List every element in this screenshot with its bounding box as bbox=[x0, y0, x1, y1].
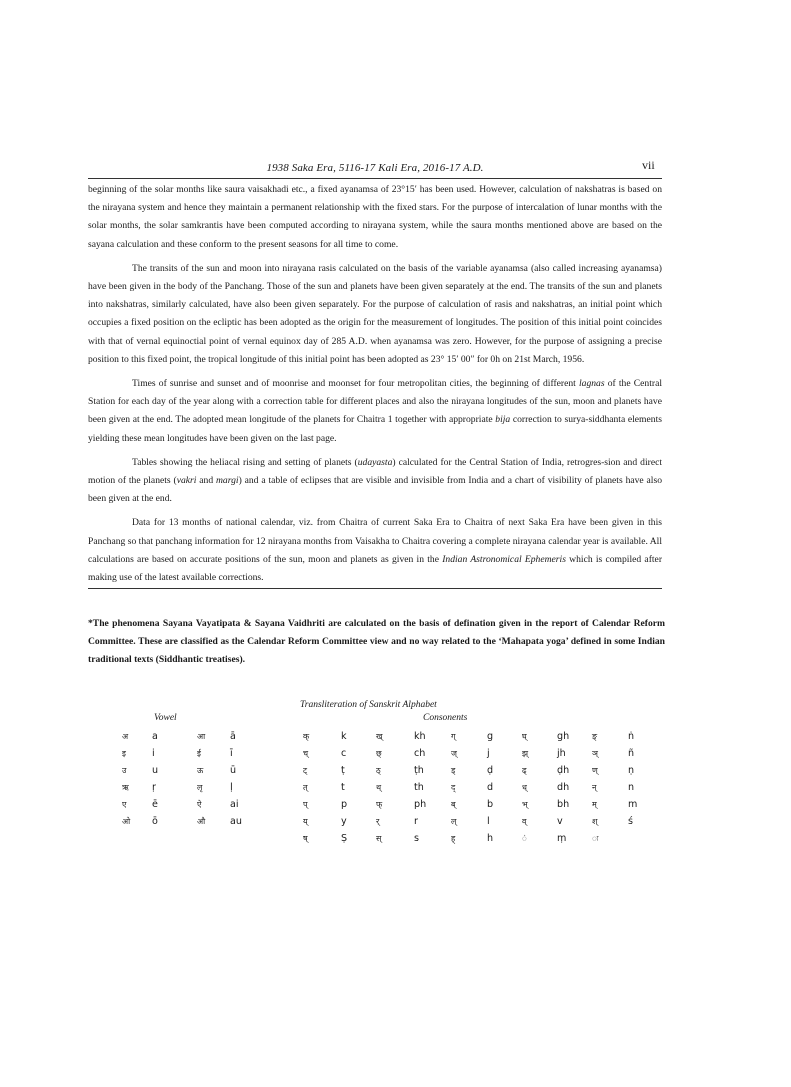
devanagari-letter: क् bbox=[303, 732, 310, 741]
roman-transliteration: ō bbox=[152, 816, 158, 827]
devanagari-letter: थ् bbox=[376, 783, 382, 792]
devanagari-letter: ण् bbox=[592, 766, 598, 775]
roman-transliteration: ū bbox=[230, 765, 237, 776]
body-paragraph bbox=[88, 181, 662, 254]
devanagari-letter: ई bbox=[197, 749, 201, 758]
roman-transliteration: ḷ bbox=[230, 782, 233, 793]
devanagari-letter: ऐ bbox=[197, 800, 202, 809]
roman-transliteration: u bbox=[152, 765, 159, 776]
roman-transliteration: d bbox=[487, 782, 494, 793]
devanagari-letter: ल् bbox=[451, 817, 457, 826]
roman-transliteration: h bbox=[487, 833, 494, 844]
text-run: and bbox=[196, 475, 216, 487]
devanagari-letter: ब् bbox=[451, 800, 456, 809]
footnote: *The phenomena Sayana Vayatipata & Sayana Vaidhriti are calculated on the basis of defination given in the report of Calendar Reform Committee. These are classified as the Calendar Reform Committee view and no way related to the ‘Mahapata yoga’ defined in some Indian traditional texts (Siddhantic treatises). bbox=[88, 618, 665, 666]
body-paragraph bbox=[88, 514, 662, 589]
roman-transliteration: Ṣ bbox=[341, 833, 348, 844]
roman-transliteration: a bbox=[152, 731, 158, 742]
vowel-column-label: Vowel bbox=[154, 713, 177, 723]
roman-transliteration: b bbox=[487, 799, 494, 810]
devanagari-letter: ङ् bbox=[592, 732, 598, 741]
italic-term: margi bbox=[216, 475, 239, 487]
transliteration-title: Transliteration of Sanskrit Alphabet bbox=[300, 700, 437, 710]
text-run: correction to surya-siddhanta elements yielding these mean longitudes have been given on the last page. bbox=[88, 414, 662, 444]
roman-transliteration: l bbox=[487, 816, 490, 827]
roman-transliteration: ṛ bbox=[152, 782, 156, 793]
roman-transliteration: ṭ bbox=[341, 765, 345, 776]
roman-transliteration: kh bbox=[414, 731, 426, 742]
devanagari-letter: त् bbox=[303, 783, 308, 792]
devanagari-letter: ढ् bbox=[522, 766, 527, 775]
roman-transliteration: ī bbox=[230, 748, 233, 759]
devanagari-letter: ध् bbox=[522, 783, 527, 792]
roman-transliteration: y bbox=[341, 816, 347, 827]
devanagari-letter: इ bbox=[122, 749, 126, 758]
devanagari-letter: भ् bbox=[522, 800, 528, 809]
devanagari-letter: द् bbox=[451, 783, 456, 792]
devanagari-letter: ट् bbox=[303, 766, 308, 775]
devanagari-letter: घ् bbox=[522, 732, 527, 741]
roman-transliteration: th bbox=[414, 782, 424, 793]
devanagari-letter: म् bbox=[592, 800, 597, 809]
devanagari-letter: व् bbox=[522, 817, 527, 826]
roman-transliteration: g bbox=[487, 731, 494, 742]
devanagari-letter: ः bbox=[592, 834, 599, 843]
devanagari-letter: य् bbox=[303, 817, 308, 826]
roman-transliteration: au bbox=[230, 816, 242, 827]
running-header bbox=[88, 160, 662, 179]
italic-term: Indian Astronomical Ephemeris bbox=[442, 553, 566, 565]
roman-transliteration: i bbox=[152, 748, 155, 759]
text-run: Times of sunrise and sunset and of moonrise and moonset for four metropolitan cities, the beginning of different bbox=[132, 378, 579, 390]
roman-transliteration: ṅ bbox=[628, 731, 635, 742]
roman-transliteration: ṃ bbox=[557, 833, 567, 844]
text-run: ) and a table of eclipses that are visible and invisible from India and a chart of visibility of planets have also been given at the end. bbox=[88, 475, 662, 505]
body-paragraph bbox=[88, 454, 662, 509]
roman-transliteration: jh bbox=[557, 748, 566, 759]
devanagari-letter: फ् bbox=[376, 800, 383, 809]
roman-transliteration: k bbox=[341, 731, 347, 742]
devanagari-letter: ड् bbox=[451, 766, 456, 775]
body-paragraph bbox=[88, 375, 662, 448]
roman-transliteration: c bbox=[341, 748, 347, 759]
roman-transliteration: r bbox=[414, 816, 418, 827]
roman-transliteration: ṇ bbox=[628, 765, 635, 776]
roman-transliteration: gh bbox=[557, 731, 570, 742]
text-run: Data for 13 months of national calendar, viz. from Chaitra of current Saka Era to Chaitra of next Saka Era have been given in this Panchang so that panchang information for 12 nirayana months from Vaisakha to Chaitra covering a complete nirayana calendar year is available. All calculations are based on accurate positions of the sun, moon and planets as given in the bbox=[88, 517, 662, 565]
devanagari-letter: न् bbox=[592, 783, 597, 792]
header-title: 1938 Saka Era, 5116-17 Kali Era, 2016-17 A.D. bbox=[266, 162, 484, 174]
text-run: which is compiled after making use of the latest available corrections. bbox=[88, 553, 663, 584]
text-run: The transits of the sun and moon into nirayana rasis calculated on the basis of the variable ayanamsa (also called increasing ayanamsa) have been given in the body of the Panchang. Those of the sun and planets have been given separately at the end. The transits of the sun and planets into nakshatras, similarly calculated, have also been given separately. For the purpose of calculation of rasis and nakshatras, an initial point which occupies a fixed position on the ecliptic has been adopted as the origin for the measurement of longitudes. The position of this initial point coincides with that of vernal equinoctial point of vernal equinox day of 285 A.D. when ayanamsa was zero. However, for the purpose of assigning a precise position to this fixed point, the tropical longitude of this initial point has been adopted as 23° 15′ 00″ for 0h on 21st March, 1956. bbox=[88, 262, 662, 365]
roman-transliteration: ś bbox=[628, 816, 633, 827]
devanagari-letter: अ bbox=[122, 732, 129, 741]
roman-transliteration: ch bbox=[414, 748, 426, 759]
devanagari-letter: स् bbox=[376, 834, 382, 843]
devanagari-letter: छ् bbox=[376, 749, 382, 758]
roman-transliteration: n bbox=[628, 782, 635, 793]
roman-transliteration: s bbox=[414, 833, 419, 844]
devanagari-letter: औ bbox=[197, 817, 206, 826]
roman-transliteration: ā bbox=[230, 731, 236, 742]
roman-transliteration: p bbox=[341, 799, 348, 810]
roman-transliteration: ē bbox=[152, 799, 158, 810]
roman-transliteration: ṭh bbox=[414, 765, 424, 776]
devanagari-letter: ज् bbox=[451, 749, 457, 758]
roman-transliteration: ḍh bbox=[557, 765, 570, 776]
roman-transliteration: v bbox=[557, 816, 563, 827]
italic-term: bija bbox=[495, 414, 511, 426]
text-run: ) calculated for the Central Station of India, retrogres-sion and direct motion of the planets ( bbox=[88, 456, 662, 487]
devanagari-letter: ं bbox=[522, 834, 527, 843]
roman-transliteration: ñ bbox=[628, 748, 635, 759]
italic-term: udayasta bbox=[357, 456, 393, 468]
devanagari-letter: उ bbox=[122, 766, 127, 775]
page-number: vii bbox=[642, 158, 655, 172]
devanagari-letter: च् bbox=[303, 749, 309, 758]
roman-transliteration: dh bbox=[557, 782, 570, 793]
consonant-column-label: Consonents bbox=[423, 713, 468, 723]
devanagari-letter: र् bbox=[376, 817, 380, 826]
devanagari-letter: ओ bbox=[122, 817, 131, 826]
text-run: of the Central Station for each day of the year along with a correction table for different places and also the nirayana longitudes of the sun, moon and planets have been given at the end. The adopted mean longitude of the planets for Chaitra 1 together with appropriate bbox=[88, 378, 662, 426]
body-text bbox=[88, 181, 662, 595]
roman-transliteration: ph bbox=[414, 799, 427, 810]
roman-transliteration: t bbox=[341, 782, 345, 793]
roman-transliteration: ai bbox=[230, 799, 239, 810]
roman-transliteration: bh bbox=[557, 799, 570, 810]
devanagari-letter: ष् bbox=[303, 834, 308, 843]
body-paragraph bbox=[88, 260, 662, 369]
devanagari-letter: ए bbox=[122, 800, 127, 809]
roman-transliteration: ḍ bbox=[487, 765, 494, 776]
devanagari-letter: ग् bbox=[451, 732, 456, 741]
italic-term: vakri bbox=[176, 475, 197, 487]
devanagari-letter: झ् bbox=[522, 749, 529, 758]
devanagari-letter: ख् bbox=[376, 732, 383, 741]
devanagari-letter: प् bbox=[303, 800, 308, 809]
devanagari-letter: श् bbox=[592, 817, 598, 826]
devanagari-letter: ऋ bbox=[122, 783, 129, 792]
devanagari-letter: ऊ bbox=[197, 766, 204, 775]
roman-transliteration: m bbox=[628, 799, 638, 810]
devanagari-letter: लृ bbox=[197, 783, 203, 792]
text-run: Tables showing the heliacal rising and setting of planets ( bbox=[132, 456, 358, 468]
text-run: beginning of the solar months like saura vaisakhadi etc., a fixed ayanamsa of 23°15′ has been used. However, calculation of nakshatras is based on the nirayana system and hence they maintain a permanent relationship with the fixed stars. For the purpose of intercalation of lunar months with the solar months, the solar samkrantis have been computed according to nirayana system, while the saura months mentioned above are based on the sayana calculation and these conform to the present seasons for all time to come. bbox=[88, 184, 662, 250]
italic-term: lagnas bbox=[579, 378, 605, 390]
roman-transliteration: j bbox=[487, 748, 490, 759]
devanagari-letter: ठ् bbox=[376, 766, 381, 775]
devanagari-letter: आ bbox=[197, 732, 206, 741]
devanagari-letter: ह् bbox=[451, 834, 456, 843]
devanagari-letter: ञ् bbox=[592, 749, 598, 758]
